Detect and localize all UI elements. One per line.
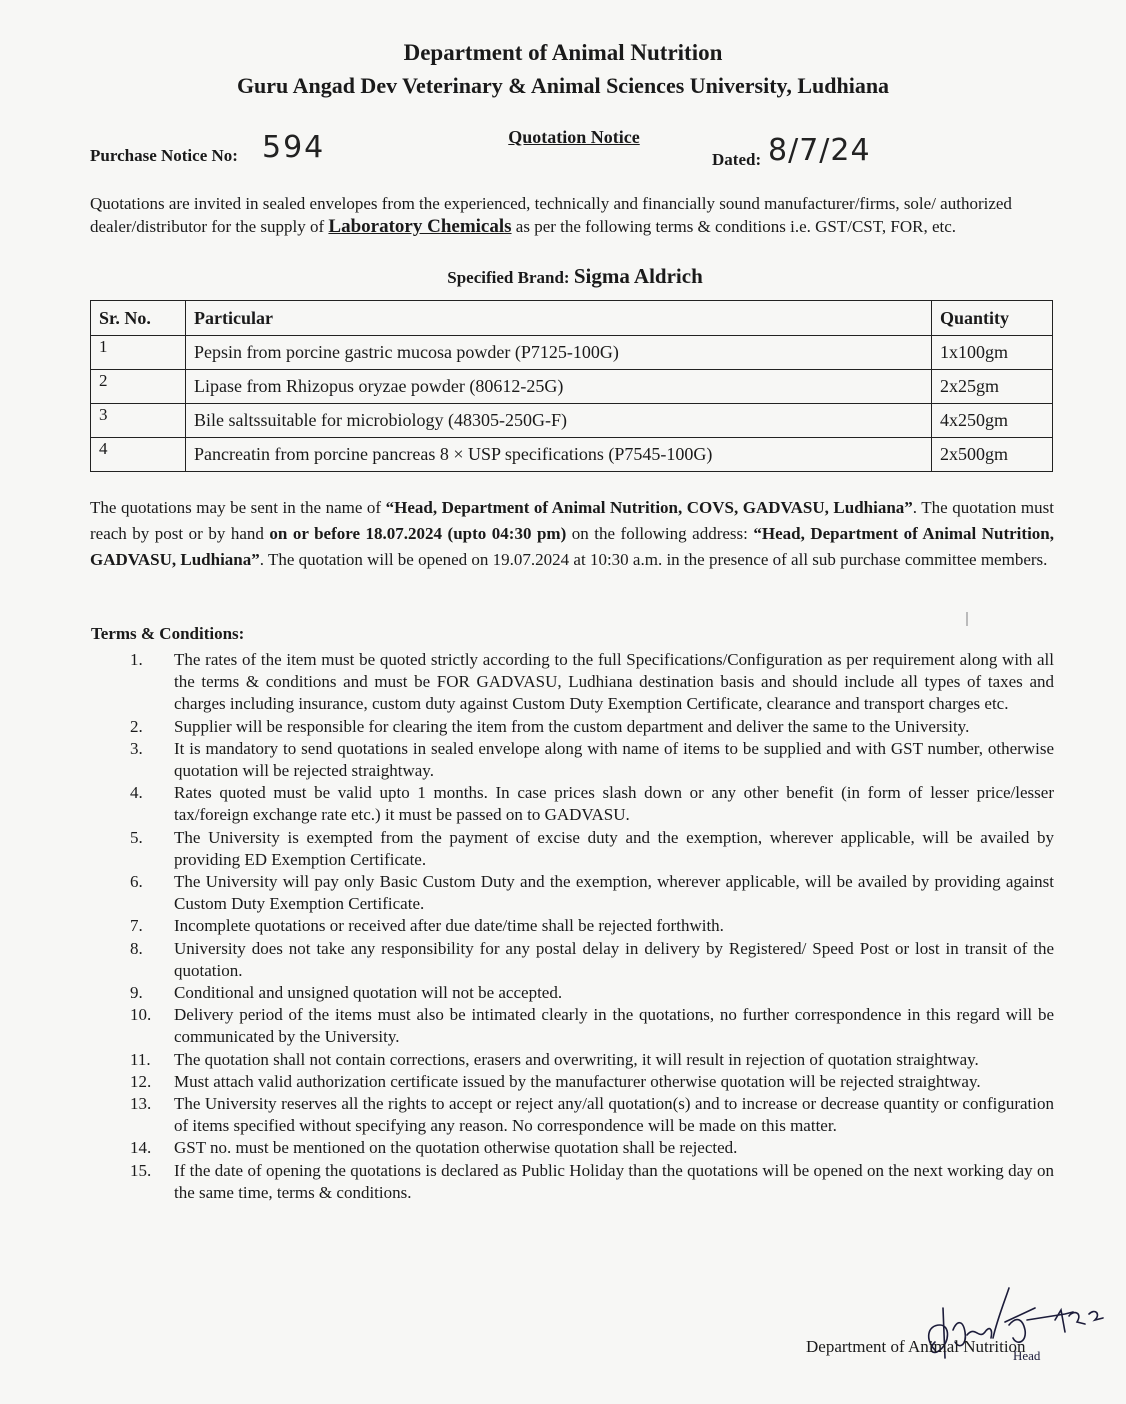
term-number: 10. xyxy=(130,1005,152,1025)
submission-text: on the following address: xyxy=(566,524,754,543)
intro-emphasis: Laboratory Chemicals xyxy=(328,216,512,237)
term-number: 9. xyxy=(130,983,143,1003)
term-text: University does not take any responsibility for any postal delay in delivery by Registered/ Speed Post or lost in transit of the quotation. xyxy=(174,938,1054,980)
department-title: Department of Animal Nutrition xyxy=(403,40,723,65)
brand-value: Sigma Aldrich xyxy=(573,264,703,288)
purchase-notice-label: Purchase Notice No: xyxy=(90,146,238,165)
term-text: Conditional and unsigned quotation will not be accepted. xyxy=(174,983,563,1003)
scan-mark xyxy=(966,612,968,626)
purchase-notice-number: 594 xyxy=(262,130,326,165)
term-item xyxy=(130,1093,1054,1137)
signature-mark xyxy=(905,1280,1105,1375)
term-item xyxy=(130,738,1054,782)
term-number: 2. xyxy=(130,716,143,736)
term-text: Rates quoted must be valid upto 1 months. In case prices slash down or any other benefit (in form of lesser price/lesser tax/foreign exchange rate etc.) it must be passed on to GADVASU. xyxy=(174,783,1054,825)
intro-text-end: as per the following terms & conditions i.e. GST/CST, FOR, etc. xyxy=(511,217,957,236)
items-table xyxy=(90,300,1053,472)
term-item xyxy=(130,1071,1054,1093)
terms-list xyxy=(130,649,1054,1204)
term-item xyxy=(130,1160,1054,1204)
term-item xyxy=(130,982,1054,1004)
term-number: 8. xyxy=(130,938,143,958)
term-number: 6. xyxy=(130,872,143,892)
header-quantity: Quantity xyxy=(932,301,1053,336)
brand-label: Specified Brand: xyxy=(447,268,570,287)
row-quantity: 2x25gm xyxy=(932,370,1053,404)
term-item xyxy=(130,1004,1054,1048)
term-item xyxy=(130,649,1054,716)
table-row xyxy=(91,438,1053,472)
row-sr: 3 xyxy=(91,404,186,438)
term-item xyxy=(130,1049,1054,1071)
term-item xyxy=(130,915,1054,937)
term-item xyxy=(130,1137,1054,1159)
specified-brand xyxy=(0,264,1126,289)
signature-stamp-text: Head xyxy=(1013,1348,1041,1363)
table-row xyxy=(91,336,1053,370)
header-sr-no: Sr. No. xyxy=(91,301,186,336)
submission-deadline: on or before 18.07.2024 (upto 04:30 pm) xyxy=(269,524,567,543)
table-header-row xyxy=(91,301,1053,336)
term-text: Incomplete quotations or received after due date/time shall be rejected forthwith. xyxy=(174,916,724,936)
intro-text: Quotations are invited in sealed envelopes from the experienced, technically and financially sound manufacturer/firms, sole/ authorized dealer/distributor for the supply of xyxy=(90,194,1012,236)
term-number: 15. xyxy=(130,1160,152,1180)
row-particular: Lipase from Rhizopus oryzae powder (80612-25G) xyxy=(186,370,932,404)
table-row xyxy=(91,404,1053,438)
dated-value: 8/7/24 xyxy=(768,133,871,168)
row-quantity: 1x100gm xyxy=(932,336,1053,370)
row-particular: Pancreatin from porcine pancreas 8 × USP specifications (P7545-100G) xyxy=(186,438,932,472)
term-number: 13. xyxy=(130,1094,152,1114)
term-number: 7. xyxy=(130,916,143,936)
term-text: Supplier will be responsible for clearing the item from the custom department and deliver the same to the University. xyxy=(174,716,970,736)
term-text: If the date of opening the quotations is declared as Public Holiday than the quotations will be opened on the next working day on the same time, terms & conditions. xyxy=(174,1160,1054,1202)
row-sr: 1 xyxy=(91,336,186,370)
term-item xyxy=(130,871,1054,915)
university-title: Guru Angad Dev Veterinary & Animal Sciences University, Ludhiana xyxy=(236,73,890,98)
header-particular: Particular xyxy=(186,301,932,336)
term-number: 11. xyxy=(130,1049,151,1069)
term-item xyxy=(130,827,1054,871)
term-text: The rates of the item must be quoted strictly according to the full Specifications/Configuration as per requirement along with all the terms & conditions and must be FOR GADVASU, Ludhiana destination basis and should include all types of taxes and charges including insurance, custom duty against Custom Duty Exemption Certificate, clearance and transport charges etc. xyxy=(174,650,1054,714)
row-quantity: 2x500gm xyxy=(932,438,1053,472)
term-number: 12. xyxy=(130,1071,152,1091)
row-particular: Pepsin from porcine gastric mucosa powder (P7125-100G) xyxy=(186,336,932,370)
signature-caption: Department of Animal Nutrition xyxy=(806,1337,1026,1356)
term-text: The University will pay only Basic Custom Duty and the exemption, wherever applicable, will be availed by providing against Custom Duty Exemption Certificate. xyxy=(174,872,1054,914)
submission-text: . The quotation will be opened on 19.07.2024 at 10:30 a.m. in the presence of all sub purchase committee members. xyxy=(259,550,1048,569)
term-number: 14. xyxy=(130,1138,152,1158)
submission-address: “Head, Department of Animal Nutrition, GADVASU, Ludhiana” xyxy=(90,524,1054,569)
term-text: It is mandatory to send quotations in sealed envelope along with name of items to be supplied and with GST number, otherwise quotation will be rejected straightway. xyxy=(174,738,1054,781)
submission-addressee: “Head, Department of Animal Nutrition, COVS, GADVASU, Ludhiana” xyxy=(385,498,913,517)
terms-title: Terms & Conditions: xyxy=(91,624,245,643)
row-sr: 2 xyxy=(91,370,186,404)
table-row xyxy=(91,370,1053,404)
term-text: Must attach valid authorization certificate issued by the manufacturer otherwise quotation will be rejected straightway. xyxy=(174,1071,981,1091)
term-item xyxy=(130,782,1054,826)
term-number: 4. xyxy=(130,783,143,803)
term-text: Delivery period of the items must also be intimated clearly in the quotations, no further correspondence in this regard will be communicated by the University. xyxy=(174,1005,1054,1047)
intro-paragraph xyxy=(90,192,1055,238)
row-particular: Bile saltssuitable for microbiology (48305-250G-F) xyxy=(186,404,932,438)
term-text: GST no. must be mentioned on the quotation otherwise quotation shall be rejected. xyxy=(174,1138,738,1158)
submission-text: . The quotation must reach by post or by hand xyxy=(90,498,1054,543)
row-sr: 4 xyxy=(91,438,186,472)
submission-text: The quotations may be sent in the name of xyxy=(90,498,386,517)
term-number: 5. xyxy=(130,827,143,847)
term-number: 3. xyxy=(130,738,143,758)
submission-paragraph xyxy=(90,495,1054,573)
term-text: The University reserves all the rights to accept or reject any/all quotation(s) and to increase or decrease quantity or configuration of items specified without specifying any reason. No correspondence will be made on this matter. xyxy=(174,1094,1054,1136)
term-item xyxy=(130,716,1054,738)
term-number: 1. xyxy=(130,650,143,669)
dated-label: Dated: xyxy=(712,150,762,169)
row-quantity: 4x250gm xyxy=(932,404,1053,438)
notice-title: Quotation Notice xyxy=(508,127,640,147)
term-text: The University is exempted from the payment of excise duty and the exemption, wherever applicable, will be availed by providing ED Exemption Certificate. xyxy=(174,827,1054,869)
term-item xyxy=(130,938,1054,982)
term-text: The quotation shall not contain corrections, erasers and overwriting, it will result in rejection of quotation straightway. xyxy=(174,1049,979,1069)
